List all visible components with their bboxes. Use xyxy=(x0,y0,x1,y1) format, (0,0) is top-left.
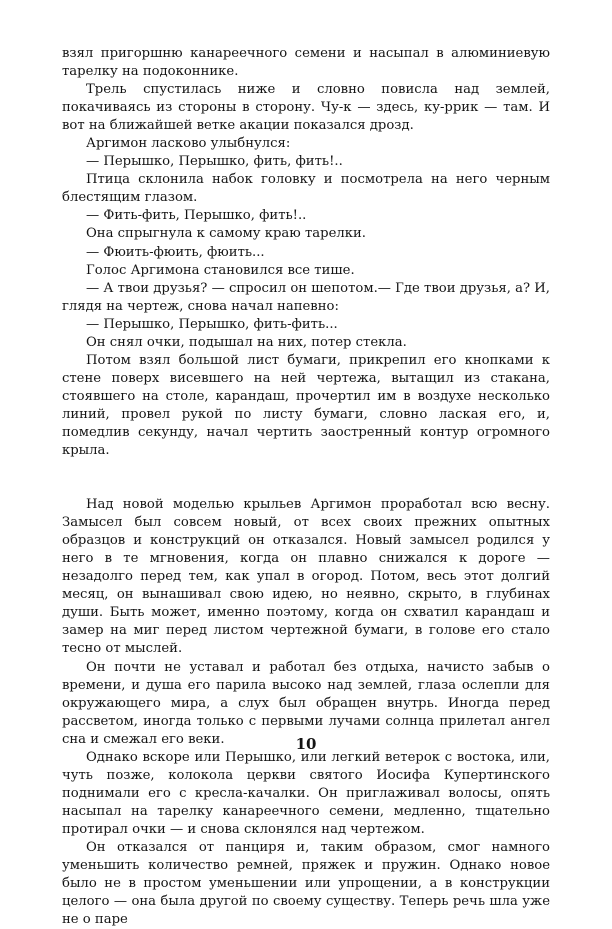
paragraph: взял пригоршню канареечного семени и насыпал в алюминиевую тарелку на подоконнике. xyxy=(62,46,550,80)
paragraph: Однако вскоре или Перышко, или легкий ветерок с востока, или, чуть позже, колокола церкви святого Иосифа Купертинского поднимали его с кресла-качалки. Он приглаживал волосы, опять насыпал на тарелку канареечного семени, медленно, тщательно протирал очки — и снова склонялся над чертежом. xyxy=(62,749,550,837)
paragraph: Потом взял большой лист бумаги, прикрепил его кнопками к стене поверх висевшего на ней чертежа, вытащил из стакана, стоявшего на столе, карандаш, прочертил им в воздухе несколько линий, провел рукой по листу бумаги, словно лаская его, и, помедлив секунду, начал чертить заостренный контур огромного крыла. xyxy=(62,352,550,459)
paragraph: — Перышко, Перышко, фить-фить... xyxy=(86,316,338,332)
page-text xyxy=(62,45,550,929)
paragraph: Птица склонила набок головку и посмотрела на него черным блестящим глазом. xyxy=(62,172,550,206)
paragraph: — Фюить-фюить, фюить... xyxy=(86,244,265,260)
paragraph: — А твои друзья? — спросил он шепотом.— Где твои друзья, а? И, глядя на чертеж, снова начал напевно: xyxy=(62,280,550,314)
paragraph: — Перышко, Перышко, фить, фить!.. xyxy=(86,154,343,170)
page-number: 10 xyxy=(295,735,317,753)
paragraph: Он снял очки, подышал на них, потер стекла. xyxy=(86,334,407,350)
paragraph: Он почти не уставал и работал без отдыха, начисто забыв о времени, и душа его парила высоко над землей, глаза ослепли для окружающего мира, а слух был обращен внутрь. Иногда перед рассветом, иногда только с первыми лучами солнца прилетал ангел сна и смежал его веки. xyxy=(62,659,550,747)
paragraph: Она спрыгнула к самому краю тарелки. xyxy=(86,226,366,242)
paragraph: Аргимон ласково улыбнулся: xyxy=(86,136,291,152)
paragraph: Трель спустилась ниже и словно повисла над землей, покачиваясь из стороны в сторону. Чу-к — здесь, ку-ррик — там. И вот на ближайшей ветке акации показался дрозд. xyxy=(62,82,550,134)
paragraph: — Фить-фить, Перышко, фить!.. xyxy=(86,208,307,224)
paragraph: Голос Аргимона становился все тише. xyxy=(86,262,355,278)
section-gap xyxy=(62,460,550,496)
paragraph: Он отказался от панциря и, таким образом, смог намного уменьшить количество ремней, пряжек и пружин. Однако новое было не в простом уменьшении или упрощении, а в конструкции целого — она была другой по своему существу. Теперь речь шла уже не о паре xyxy=(62,839,550,928)
paragraph: Над новой моделью крыльев Аргимон проработал всю весну. Замысел был совсем новый, от всех своих прежних опытных образцов и конструкций он отказался. Новый замысел родился у него в те мгновения, когда он плавно снижался к дороге — незадолго перед тем, как упал в огород. Потом, весь этот долгий месяц, он вынашивал свою идею, но неявно, скрыто, в глубинах души. Быть может, именно поэтому, когда он схватил карандаш и замер на миг перед листом чертежной бумаги, в голове его стало тесно от мыслей. xyxy=(62,497,550,657)
